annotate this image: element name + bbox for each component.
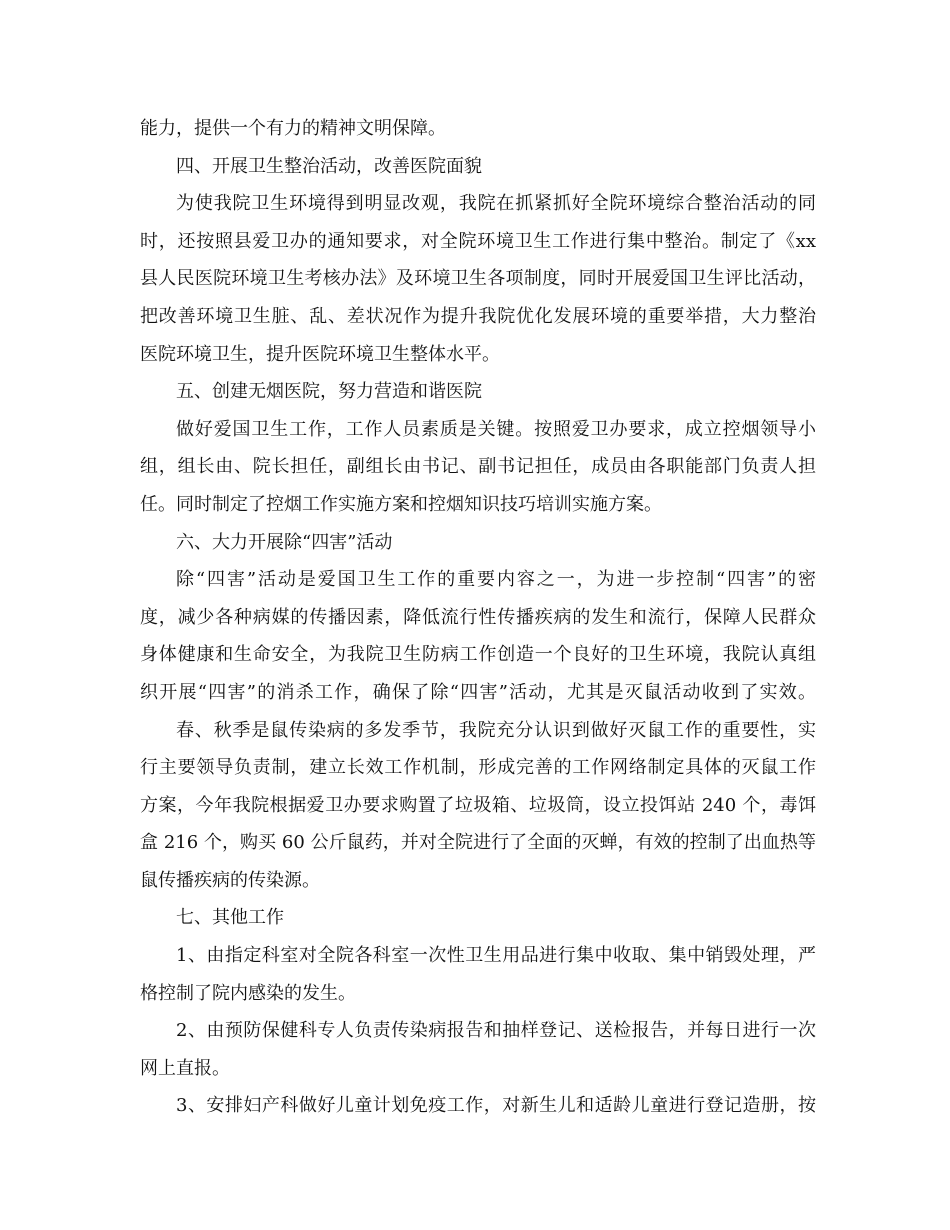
- paragraph-line: 织开展“四害”的消杀工作，确保了除“四害”活动，尤其是灭鼠活动收到了实效。: [140, 681, 816, 703]
- section-heading: 五、创建无烟医院，努力营造和谐医院: [176, 381, 482, 403]
- section-heading: 七、其他工作: [176, 907, 284, 929]
- paragraph-line: 组，组长由、院长担任，副组长由书记、副书记担任，成员由各职能部门负责人担: [140, 456, 816, 478]
- paragraph-line: 能力，提供一个有力的精神文明保障。: [140, 118, 446, 139]
- paragraph-line: 医院环境卫生，提升医院环境卫生整体水平。: [140, 343, 500, 365]
- list-item-line: 3、安排妇产科做好儿童计划免疫工作，对新生儿和适龄儿童进行登记造册，按: [176, 1095, 816, 1117]
- list-item-line: 网上直报。: [140, 1057, 230, 1079]
- paragraph-line: 行主要领导负责制，建立长效工作机制，形成完善的工作网络制定具体的灭鼠工作: [140, 757, 816, 779]
- paragraph-line: 鼠传播疾病的传染源。: [140, 869, 320, 891]
- paragraph-line: 度，减少各种病媒的传播因素，降低流行性传播疾病的发生和流行，保障人民群众: [140, 606, 816, 628]
- paragraph-line: 时，还按照县爱卫办的通知要求，对全院环境卫生工作进行集中整治。制定了《xx: [140, 230, 816, 252]
- paragraph-line: 除“四害”活动是爱国卫生工作的重要内容之一，为进一步控制“四害”的密: [176, 569, 816, 591]
- paragraph-line: 身体健康和生命安全，为我院卫生防病工作创造一个良好的卫生环境，我院认真组: [140, 644, 816, 666]
- paragraph-line: 春、秋季是鼠传染病的多发季节，我院充分认识到做好灭鼠工作的重要性，实: [176, 719, 816, 741]
- section-heading: 六、大力开展除“四害”活动: [176, 531, 393, 553]
- document-page: [140, 110, 816, 1125]
- list-item-line: 2、由预防保健科专人负责传染病报告和抽样登记、送检报告，并每日进行一次: [176, 1020, 816, 1042]
- paragraph-line: 做好爱国卫生工作，工作人员素质是关键。按照爱卫办要求，成立控烟领导小: [176, 418, 816, 440]
- list-item-line: 1、由指定科室对全院各科室一次性卫生用品进行集中收取、集中销毁处理，严: [176, 945, 816, 967]
- paragraph-line: 任。同时制定了控烟工作实施方案和控烟知识技巧培训实施方案。: [140, 493, 662, 515]
- paragraph-line: 方案，今年我院根据爱卫办要求购置了垃圾箱、垃圾筒，设立投饵站 240 个，毒饵: [140, 794, 816, 816]
- paragraph-line: 把改善环境卫生脏、乱、差状况作为提升我院优化发展环境的重要举措，大力整治: [140, 305, 816, 327]
- paragraph-line: 盒 216 个，购买 60 公斤鼠药，并对全院进行了全面的灭蝉，有效的控制了出血热等: [140, 832, 816, 854]
- section-heading: 四、开展卫生整治活动，改善医院面貌: [176, 155, 482, 177]
- paragraph-line: 为使我院卫生环境得到明显改观，我院在抓紧抓好全院环境综合整治活动的同: [176, 193, 816, 215]
- paragraph-line: 县人民医院环境卫生考核办法》及环境卫生各项制度，同时开展爱国卫生评比活动，: [140, 268, 816, 290]
- list-item-line: 格控制了院内感染的发生。: [140, 982, 356, 1004]
